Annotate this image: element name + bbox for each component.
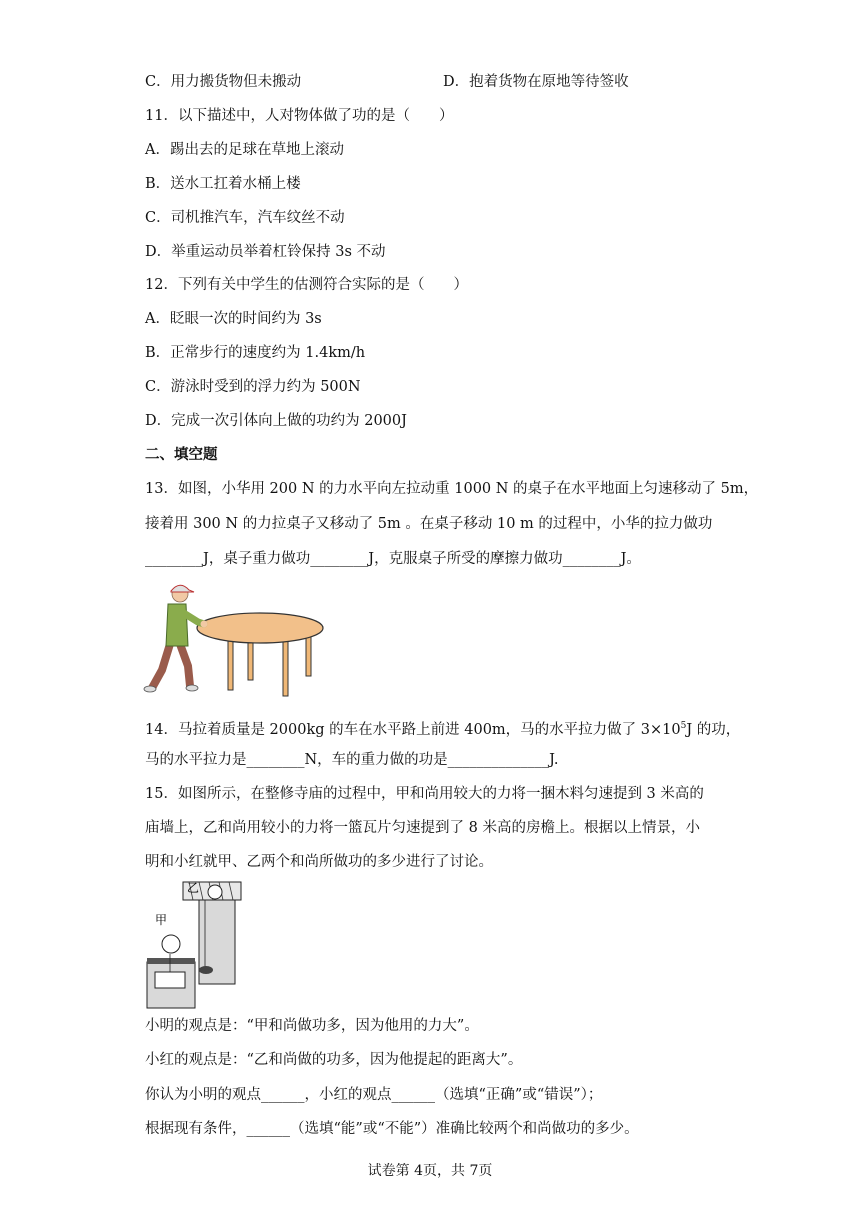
q15-xiaohong: 小红的观点是：“乙和尚做的功多，因为他提起的距离大”。 bbox=[145, 1052, 523, 1068]
tile-basket bbox=[199, 966, 213, 974]
q11-option-c: C．司机推汽车，汽车纹丝不动 bbox=[145, 210, 345, 226]
q15-figure-monks bbox=[145, 878, 245, 1010]
q15-xiaoming: 小明的观点是：“甲和尚做功多，因为他用的力大”。 bbox=[145, 1018, 479, 1034]
label-jia: 甲 bbox=[155, 913, 168, 927]
q15-line2: 庙墙上，乙和尚用较小的力将一篮瓦片匀速提到了 8 米高的房檐上。根据以上情景，小 bbox=[145, 820, 700, 836]
shoe bbox=[186, 685, 198, 691]
person-leg bbox=[152, 644, 170, 688]
q12-stem: 12．下列有关中学生的估测符合实际的是（ ） bbox=[145, 277, 468, 293]
q11-option-d: D．举重运动员举着杠铃保持 3s 不动 bbox=[145, 244, 386, 260]
q15-ask1: 你认为小明的观点______，小红的观点______（选填“正确”或“错误”）； bbox=[145, 1087, 603, 1103]
q10-option-d: D．抱着货物在原地等待签收 bbox=[443, 74, 629, 90]
q10-option-c: C．用力搬货物但未搬动 bbox=[145, 74, 302, 90]
q12-option-a: A．眨眼一次的时间约为 3s bbox=[145, 311, 322, 327]
q14-exponent: 5 bbox=[680, 721, 687, 731]
q15-line3: 明和小红就甲、乙两个和尚所做功的多少进行了讨论。 bbox=[145, 854, 493, 870]
q13-line2: 接着用 300 N 的力拉桌子又移动了 5m 。在桌子移动 10 m 的过程中，小华的拉力做功 bbox=[145, 516, 713, 532]
q13-line3: ________J，桌子重力做功________J，克服桌子所受的摩擦力做功________J。 bbox=[145, 551, 641, 567]
shoe bbox=[144, 686, 156, 692]
q11-option-b: B．送水工扛着水桶上楼 bbox=[145, 176, 301, 192]
q12-option-b: B．正常步行的速度约为 1.4km/h bbox=[145, 345, 366, 361]
cap-icon bbox=[171, 585, 194, 592]
q14-line2: 马的水平拉力是________N，车的重力做的功是______________J. bbox=[145, 752, 559, 768]
wood-bundle bbox=[155, 972, 185, 988]
person-hand bbox=[201, 621, 208, 628]
q12-option-c: C．游泳时受到的浮力约为 500N bbox=[145, 379, 361, 395]
label-yi: 乙 bbox=[187, 881, 200, 895]
q14-line1-text: 14．马拉着质量是 2000kg 的车在水平路上前进 400m，马的水平拉力做了 3×10 bbox=[145, 721, 681, 738]
q15-ask2: 根据现有条件，______（选填“能”或“不能”）准确比较两个和尚做功的多少。 bbox=[145, 1121, 639, 1137]
person-leg bbox=[180, 644, 190, 686]
q14-line1 bbox=[145, 716, 740, 740]
section-title: 二、填空题 bbox=[145, 446, 218, 463]
q11-option-a: A．踢出去的足球在草地上滚动 bbox=[145, 142, 344, 158]
q13-line1: 13．如图，小华用 200 N 的力水平向左拉动重 1000 N 的桌子在水平地面上匀速移动了 5m， bbox=[145, 481, 759, 497]
q11-stem: 11．以下描述中，人对物体做了功的是（ ） bbox=[145, 108, 454, 124]
q13-figure-person-table bbox=[140, 578, 330, 698]
monk-jia bbox=[162, 935, 180, 953]
q15-line1: 15．如图所示，在整修寺庙的过程中，甲和尚用较大的力将一捆木料匀速提到 3 米高的 bbox=[145, 786, 704, 802]
monk-yi bbox=[208, 885, 222, 899]
table-top bbox=[197, 613, 323, 643]
page-footer: 试卷第 4页，共 7页 bbox=[367, 1163, 493, 1179]
q14-line1-tail: J 的功， bbox=[686, 721, 741, 738]
wall-top bbox=[147, 958, 195, 964]
q12-option-d: D．完成一次引体向上做的功约为 2000J bbox=[145, 413, 407, 429]
